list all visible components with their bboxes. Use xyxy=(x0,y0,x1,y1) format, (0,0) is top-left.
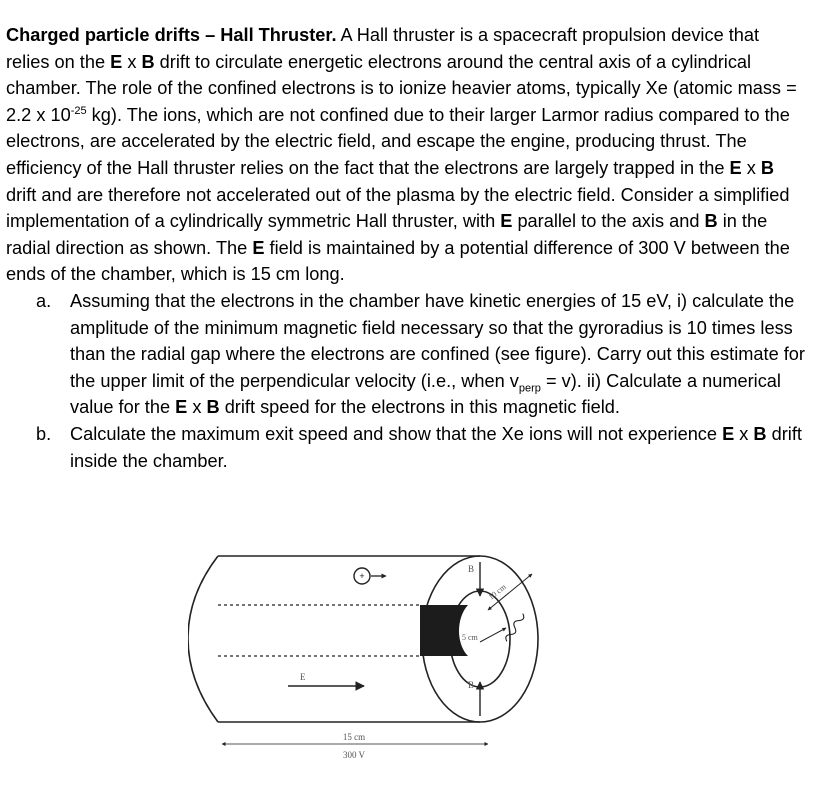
b-label-top: B xyxy=(468,564,475,574)
plasma-region xyxy=(420,605,468,656)
part-a: a. Assuming that the electrons in the chamber have kinetic energies of 15 eV, i) calculate the amplitude of the minimum magnetic field necessary so that the gyroradius is 10 times less than the radial gap where the electrons are confined (see figure). Carry out this estimate for the upper limit of the perpendicular velocity (i.e., when $v_{perp} = v$). ii) Calculate a numerical value for the E x B drift speed for the electrons in this magnetic field. xyxy=(6,288,806,421)
inner-radius-arrow xyxy=(480,628,506,642)
inner-core-walls xyxy=(218,605,420,656)
ion-plus-sign: + xyxy=(359,571,365,581)
problem-parts-list xyxy=(6,288,806,474)
problem-text xyxy=(6,22,806,474)
hall-thruster-diagram xyxy=(188,548,548,788)
hall-thruster-figure xyxy=(188,548,548,788)
chamber-left-end xyxy=(188,556,218,722)
problem-title: Charged particle drifts – Hall Thruster. xyxy=(6,25,337,45)
length-label: 15 cm xyxy=(342,732,366,742)
b-label-bottom: B xyxy=(468,680,475,690)
part-b-marker: b. xyxy=(36,423,52,444)
part-a-marker: a. xyxy=(36,290,52,311)
problem-intro: Charged particle drifts – Hall Thruster. A Hall thruster is a spacecraft propulsion device that relies on the E x B drift to circulate energetic electrons around the central axis of a cylindrical chamber. The role of the confined electrons is to ionize heavier atoms, typically Xe (atomic mass = 2.2 x $10^{-25}$ kg). The ions, which are not confined due to their larger Larmor radius compared to the electrons, are accelerated by the electric field, and escape the engine, producing thrust. The efficiency of the Hall thruster relies on the fact that the electrons are largely trapped in the E x B drift and are therefore not accelerated out of the plasma by the electric field. Consider a simplified implementation of a cylindrically symmetric Hall thruster, with E parallel to the axis and B in the radial direction as shown. The E field is maintained by a potential difference of 300 V between the ends of the chamber, which is 15 cm long. xyxy=(6,25,797,285)
part-b: b. Calculate the maximum exit speed and show that the Xe ions will not experience E x B drift inside the chamber. xyxy=(6,421,806,474)
voltage-label: 300 V xyxy=(342,750,366,760)
e-label: E xyxy=(300,672,306,682)
ion-symbol xyxy=(354,568,386,584)
outer-gap-label: 10 cm xyxy=(486,582,508,602)
inner-gap-label: 5 cm xyxy=(462,633,478,642)
